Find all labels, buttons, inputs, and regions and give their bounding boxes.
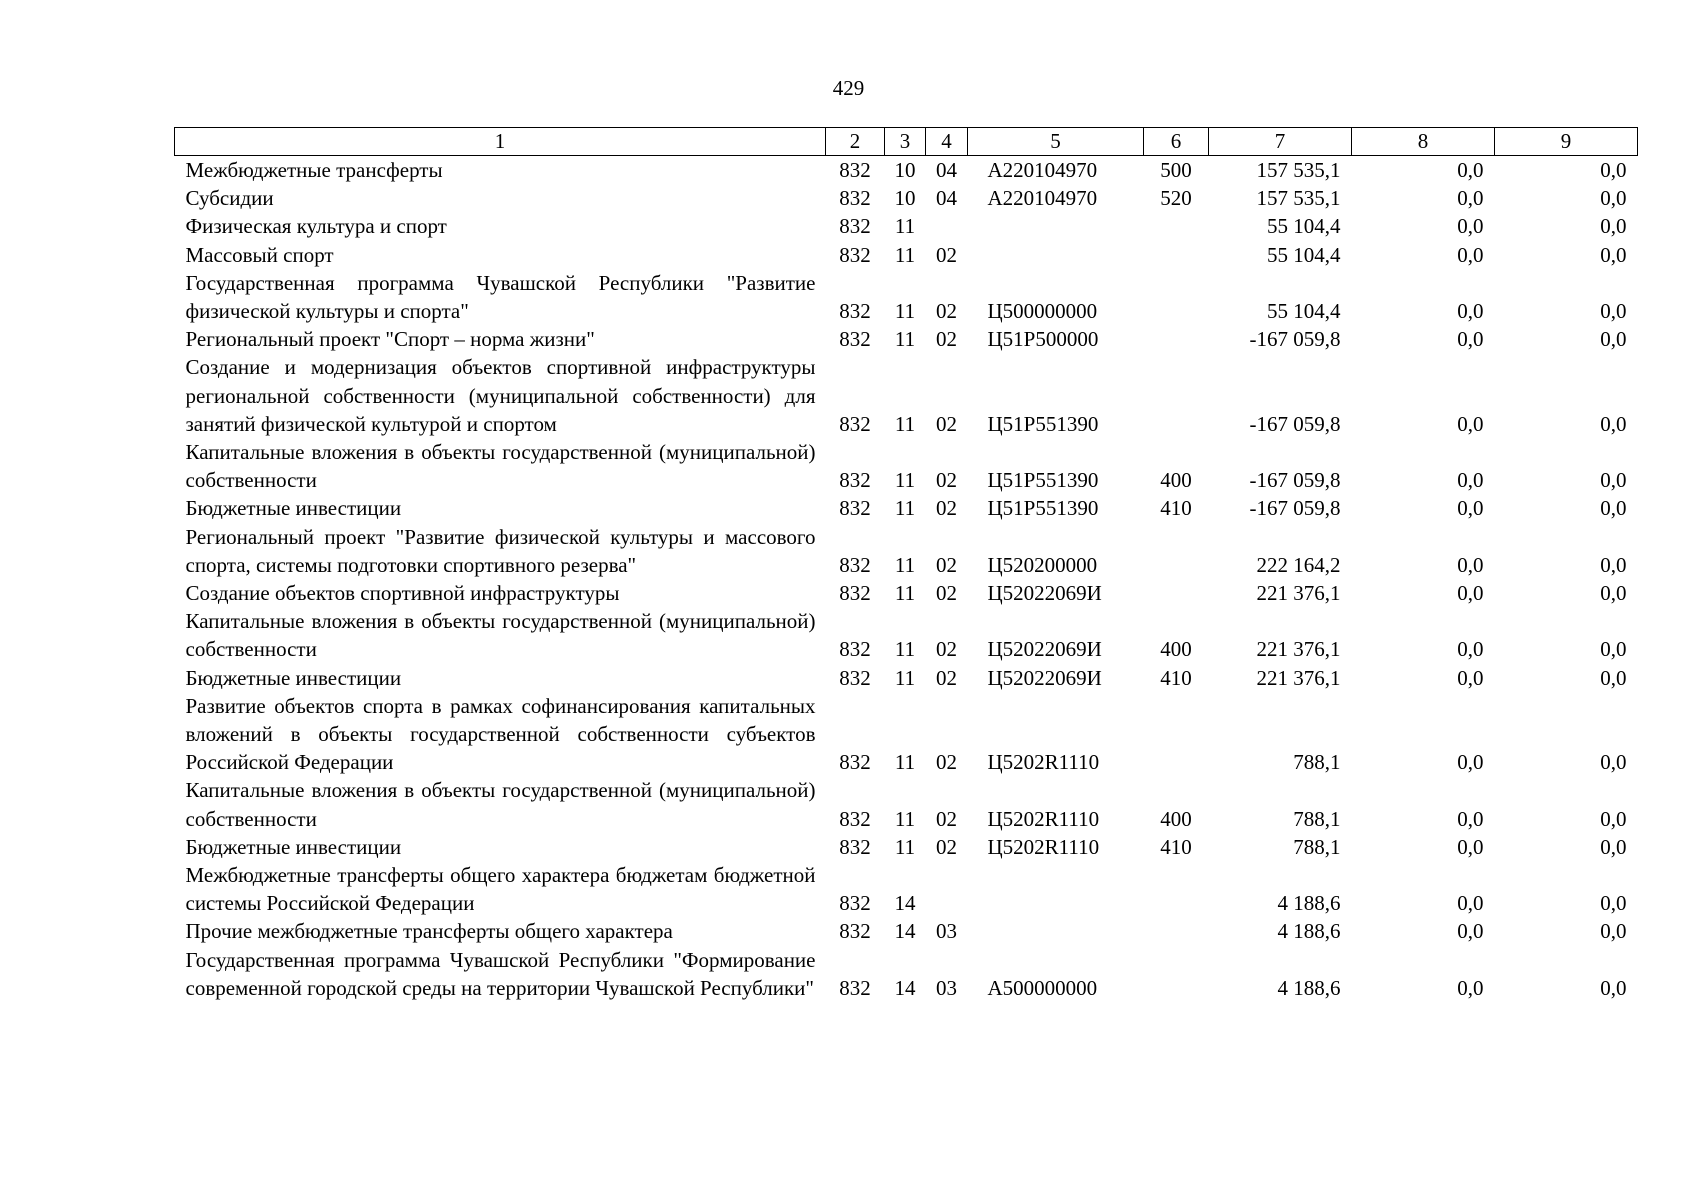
row-amount-8: 0,0 (1457, 834, 1484, 859)
row-amount-8: 0,0 (1457, 242, 1484, 267)
row-code-4: 03 (936, 975, 957, 1000)
row-code-2: 832 (839, 411, 871, 436)
row-code-6: 500 (1160, 158, 1192, 182)
row-code-6 (1144, 269, 1209, 325)
row-code-5: Ц52022069И (987, 581, 1102, 606)
table-row (175, 692, 1638, 777)
row-code-6 (1144, 946, 1209, 1002)
row-amount-9: 0,0 (1600, 750, 1627, 775)
row-amount-9: 0,0 (1600, 468, 1627, 493)
row-code-4: 02 (936, 581, 957, 606)
row-code-2: 832 (839, 552, 871, 577)
row-code-3: 11 (894, 750, 916, 775)
row-code-5: А220104970 (987, 186, 1098, 211)
row-code-3: 11 (894, 411, 916, 436)
table-row (175, 776, 1638, 832)
row-amount-9: 0,0 (1600, 496, 1627, 521)
row-code-4: 02 (936, 411, 957, 436)
row-code-3: 11 (894, 806, 916, 831)
row-code-5: Ц51P551390 (987, 468, 1099, 493)
row-code-2: 832 (839, 637, 871, 662)
row-amount-7: 221 376,1 (1256, 637, 1341, 662)
row-code-4: 02 (936, 552, 957, 577)
row-amount-7: -167 059,8 (1249, 496, 1341, 521)
row-code-5: Ц52022069И (987, 637, 1102, 662)
row-name: Капитальные вложения в объекты государственной (муниципальной) собственности (185, 778, 816, 831)
row-amount-8: 0,0 (1457, 186, 1484, 211)
table-row (175, 156, 1638, 185)
row-code-4: 02 (936, 665, 957, 690)
row-amount-7: 221 376,1 (1256, 665, 1341, 690)
row-code-6 (1144, 579, 1209, 607)
row-code-2: 832 (839, 242, 871, 267)
row-code-2: 832 (839, 806, 871, 831)
row-amount-7: 157 535,1 (1256, 186, 1341, 211)
row-name: Государственная программа Чувашской Республики "Формирование современной городской среды на территории Чувашской Республики" (185, 947, 816, 1000)
row-amount-9: 0,0 (1600, 186, 1627, 211)
row-amount-8: 0,0 (1457, 975, 1484, 1000)
row-code-6 (1144, 241, 1209, 269)
row-code-2: 832 (839, 834, 871, 859)
row-code-3: 11 (894, 242, 916, 267)
row-amount-8: 0,0 (1457, 637, 1484, 662)
row-code-3: 14 (894, 919, 916, 944)
row-amount-9: 0,0 (1600, 581, 1627, 606)
row-code-4: 02 (936, 299, 957, 324)
row-code-3: 11 (894, 496, 916, 521)
row-code-3: 11 (894, 552, 916, 577)
row-code-4 (926, 861, 968, 917)
row-code-6: 410 (1160, 834, 1192, 859)
row-amount-9: 0,0 (1600, 637, 1627, 662)
table-row (175, 833, 1638, 861)
row-code-2: 832 (839, 891, 871, 916)
row-amount-8: 0,0 (1457, 891, 1484, 916)
row-code-3: 14 (894, 975, 916, 1000)
row-name: Создание объектов спортивной инфраструктуры (185, 581, 620, 606)
table-row (175, 861, 1638, 917)
row-code-3: 14 (894, 891, 916, 916)
row-amount-9: 0,0 (1600, 891, 1627, 916)
row-code-6: 400 (1160, 637, 1192, 662)
row-name: Создание и модернизация объектов спортивной инфраструктуры региональной собственности (муниципальной собственности) для занятий физической культурой и спортом (185, 355, 816, 436)
row-amount-8: 0,0 (1457, 581, 1484, 606)
row-name: Межбюджетные трансферты общего характера бюджетам бюджетной системы Российской Федерации (185, 863, 816, 916)
row-name: Региональный проект "Спорт – норма жизни" (185, 327, 595, 352)
row-code-3: 11 (894, 327, 916, 352)
row-amount-7: 4 188,6 (1277, 891, 1341, 916)
row-code-5 (968, 917, 1144, 945)
row-code-6: 400 (1160, 468, 1192, 493)
row-code-3: 11 (894, 214, 916, 239)
row-name: Прочие межбюджетные трансферты общего характера (185, 919, 673, 944)
row-amount-8: 0,0 (1457, 496, 1484, 521)
row-code-5 (968, 212, 1144, 240)
row-code-6 (1144, 212, 1209, 240)
row-code-2: 832 (839, 299, 871, 324)
row-code-5: Ц51P500000 (987, 327, 1099, 352)
table-row (175, 523, 1638, 579)
row-code-4: 02 (936, 637, 957, 662)
row-code-4: 02 (936, 750, 957, 775)
row-amount-8: 0,0 (1457, 806, 1484, 831)
row-code-5: Ц500000000 (987, 299, 1098, 324)
row-code-2: 832 (839, 186, 871, 211)
row-code-5: Ц51P551390 (987, 496, 1099, 521)
column-header-7: 7 (1209, 128, 1352, 156)
row-amount-9: 0,0 (1600, 411, 1627, 436)
row-code-6: 410 (1160, 496, 1192, 521)
row-amount-7: 55 104,4 (1267, 299, 1341, 324)
table-header (175, 128, 1638, 156)
row-code-5: А500000000 (987, 975, 1098, 1000)
row-code-5: Ц52022069И (987, 665, 1102, 690)
row-amount-7: 788,1 (1293, 750, 1341, 775)
row-code-6 (1144, 353, 1209, 438)
row-code-5: Ц51P551390 (987, 411, 1099, 436)
row-code-2: 832 (839, 581, 871, 606)
row-amount-7: -167 059,8 (1249, 411, 1341, 436)
row-code-3: 11 (894, 665, 916, 690)
table-row (175, 494, 1638, 522)
row-amount-8: 0,0 (1457, 327, 1484, 352)
header-row (175, 128, 1638, 156)
column-header-4: 4 (926, 128, 968, 156)
column-header-6: 6 (1144, 128, 1209, 156)
row-code-6 (1144, 523, 1209, 579)
row-amount-8: 0,0 (1457, 552, 1484, 577)
row-code-4: 02 (936, 806, 957, 831)
row-name: Развитие объектов спорта в рамках софинансирования капитальных вложений в объекты государственной собственности субъектов Российской Федерации (185, 693, 816, 775)
table-row (175, 241, 1638, 269)
row-amount-9: 0,0 (1600, 158, 1627, 182)
column-header-1: 1 (175, 128, 826, 156)
row-code-4: 02 (936, 496, 957, 521)
row-code-5: Ц5202R1110 (987, 834, 1100, 859)
row-code-2: 832 (839, 214, 871, 239)
row-code-3: 11 (894, 637, 916, 662)
row-name: Субсидии (185, 186, 274, 211)
row-code-2: 832 (839, 665, 871, 690)
row-amount-7: 222 164,2 (1256, 552, 1341, 577)
row-amount-9: 0,0 (1600, 975, 1627, 1000)
row-amount-9: 0,0 (1600, 299, 1627, 324)
row-amount-7: 4 188,6 (1277, 919, 1341, 944)
row-code-2: 832 (839, 158, 871, 182)
row-code-4: 03 (936, 919, 957, 944)
row-amount-9: 0,0 (1600, 665, 1627, 690)
page-number: 429 (832, 76, 865, 100)
table-row (175, 353, 1638, 438)
row-amount-8: 0,0 (1457, 919, 1484, 944)
row-name: Массовый спорт (185, 242, 334, 267)
row-name: Бюджетные инвестиции (185, 665, 402, 690)
row-code-2: 832 (839, 750, 871, 775)
row-code-5: А220104970 (987, 158, 1098, 182)
row-name: Бюджетные инвестиции (185, 496, 402, 521)
table-row (175, 212, 1638, 240)
row-code-5 (968, 861, 1144, 917)
row-code-6: 400 (1160, 806, 1192, 831)
row-code-3: 11 (894, 299, 916, 324)
table-row (175, 579, 1638, 607)
table-row (175, 184, 1638, 212)
table-row (175, 607, 1638, 663)
row-code-6 (1144, 917, 1209, 945)
table-row (175, 325, 1638, 353)
table-body (175, 156, 1638, 1003)
row-amount-8: 0,0 (1457, 158, 1484, 182)
table-row (175, 917, 1638, 945)
budget-table (174, 127, 1638, 1002)
row-code-4 (926, 212, 968, 240)
row-amount-8: 0,0 (1457, 214, 1484, 239)
row-amount-9: 0,0 (1600, 327, 1627, 352)
row-code-4: 04 (936, 158, 957, 182)
row-code-2: 832 (839, 496, 871, 521)
row-code-4: 02 (936, 242, 957, 267)
table-row (175, 269, 1638, 325)
row-code-3: 11 (894, 468, 916, 493)
row-code-3: 10 (894, 186, 916, 211)
row-amount-9: 0,0 (1600, 214, 1627, 239)
table-row (175, 946, 1638, 1002)
row-code-4: 02 (936, 468, 957, 493)
row-amount-7: 4 188,6 (1277, 975, 1341, 1000)
row-code-5 (968, 241, 1144, 269)
row-amount-9: 0,0 (1600, 552, 1627, 577)
row-amount-8: 0,0 (1457, 750, 1484, 775)
row-code-6 (1144, 692, 1209, 777)
column-header-8: 8 (1352, 128, 1495, 156)
row-amount-8: 0,0 (1457, 468, 1484, 493)
table-row (175, 664, 1638, 692)
row-amount-9: 0,0 (1600, 834, 1627, 859)
row-code-3: 11 (894, 834, 916, 859)
row-code-5: Ц5202R1110 (987, 806, 1100, 831)
column-header-5: 5 (968, 128, 1144, 156)
row-code-3: 10 (894, 158, 916, 182)
row-name: Капитальные вложения в объекты государственной (муниципальной) собственности (185, 609, 816, 662)
column-header-9: 9 (1495, 128, 1638, 156)
row-name: Государственная программа Чувашской Республики "Развитие физической культуры и спорта" (185, 270, 816, 324)
row-code-2: 832 (839, 468, 871, 493)
row-code-6 (1144, 861, 1209, 917)
row-code-6: 410 (1160, 665, 1192, 690)
row-code-5: Ц5202R1110 (987, 750, 1100, 775)
row-amount-7: 788,1 (1293, 806, 1341, 831)
column-header-2: 2 (826, 128, 885, 156)
row-amount-7: 221 376,1 (1256, 581, 1341, 606)
row-code-2: 832 (839, 919, 871, 944)
row-code-6 (1144, 325, 1209, 353)
row-amount-7: -167 059,8 (1249, 327, 1341, 352)
column-header-3: 3 (885, 128, 926, 156)
row-amount-8: 0,0 (1457, 411, 1484, 436)
row-name: Капитальные вложения в объекты государственной (муниципальной) собственности (185, 440, 816, 493)
row-amount-9: 0,0 (1600, 242, 1627, 267)
row-name: Бюджетные инвестиции (185, 834, 402, 859)
row-code-5: Ц520200000 (987, 552, 1098, 577)
row-code-2: 832 (839, 327, 871, 352)
row-amount-7: 157 535,1 (1256, 158, 1341, 182)
row-amount-7: 55 104,4 (1267, 242, 1341, 267)
row-amount-9: 0,0 (1600, 919, 1627, 944)
table-row (175, 438, 1638, 494)
row-amount-9: 0,0 (1600, 806, 1627, 831)
row-code-4: 02 (936, 834, 957, 859)
row-code-4: 02 (936, 327, 957, 352)
row-name: Региональный проект "Развитие физической культуры и массового спорта, системы подготовки спортивного резерва" (185, 524, 816, 577)
row-code-3: 11 (894, 581, 916, 606)
row-amount-8: 0,0 (1457, 665, 1484, 690)
row-code-4: 04 (936, 186, 957, 211)
row-code-2: 832 (839, 975, 871, 1000)
row-amount-8: 0,0 (1457, 299, 1484, 324)
row-amount-7: 55 104,4 (1267, 214, 1341, 239)
row-amount-7: -167 059,8 (1249, 468, 1341, 493)
row-name: Межбюджетные трансферты (185, 158, 443, 182)
row-name: Физическая культура и спорт (185, 214, 447, 239)
row-code-6: 520 (1160, 186, 1192, 211)
row-amount-7: 788,1 (1293, 834, 1341, 859)
